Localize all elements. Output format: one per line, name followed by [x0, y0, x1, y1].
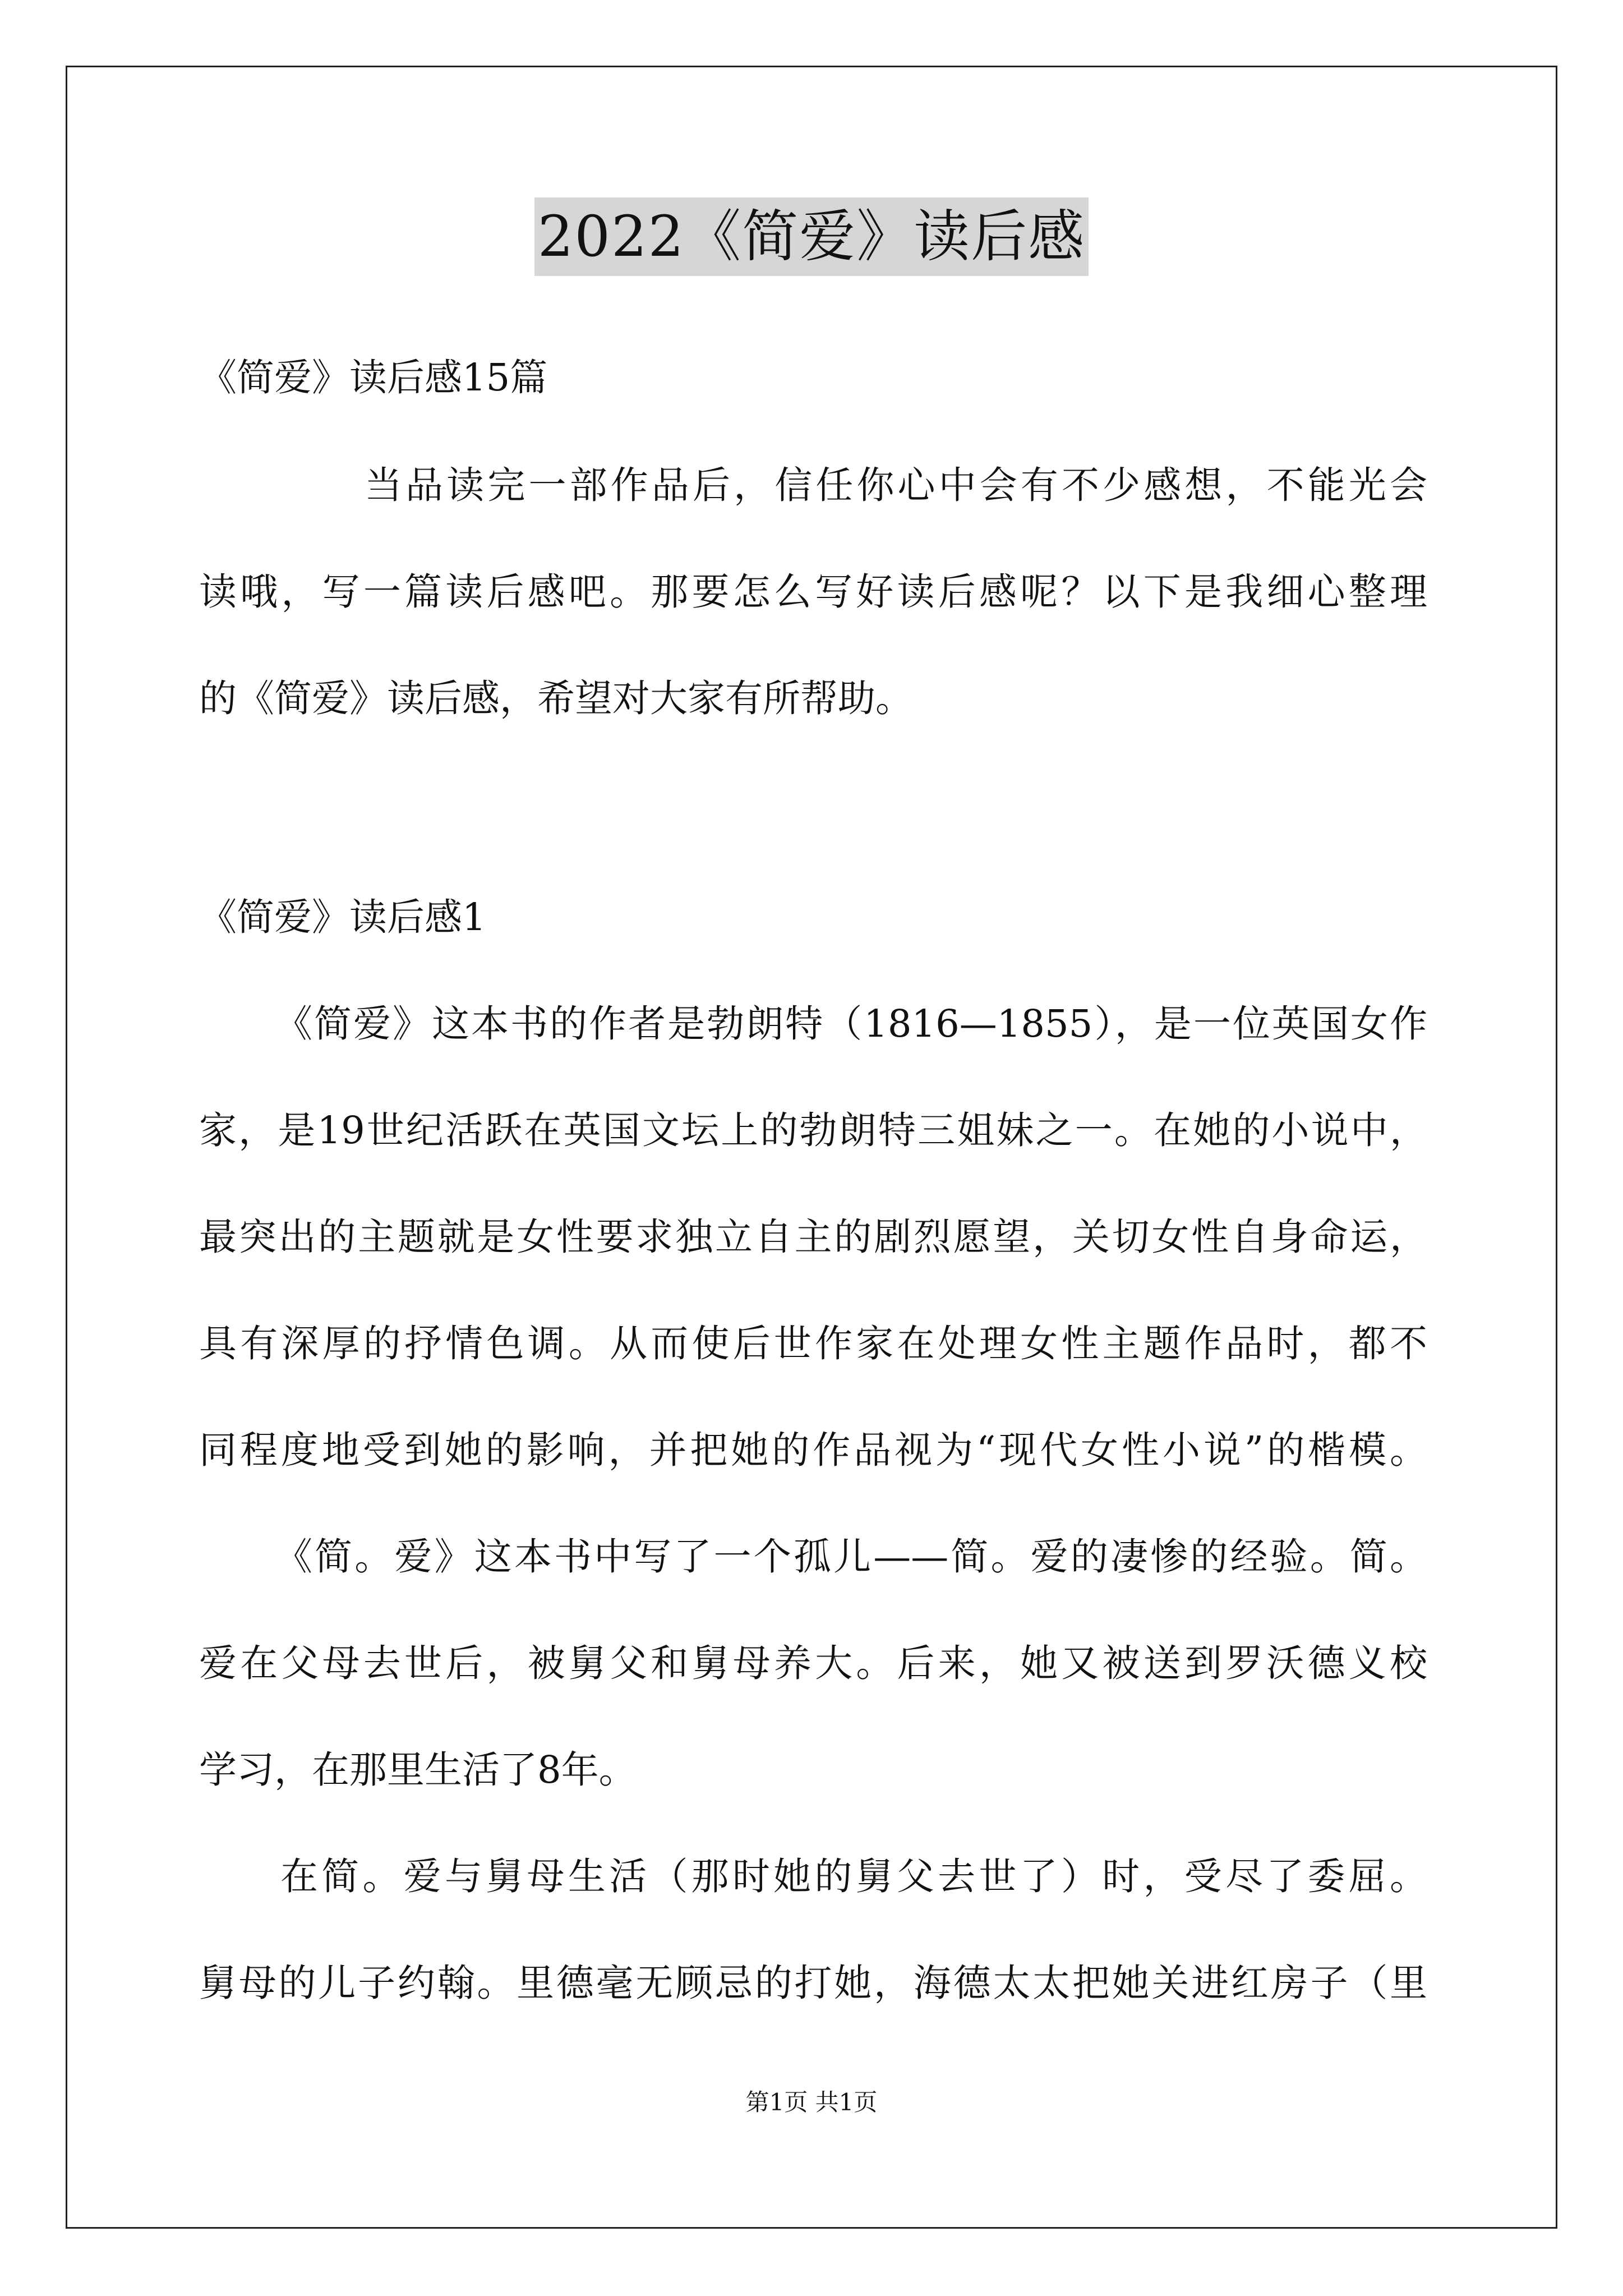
intro-line: 的《简爱》读后感，希望对大家有所帮助。 [199, 677, 913, 720]
document-subtitle: 《简爱》读后感15篇 [199, 356, 548, 399]
paragraph-line: 爱在父母去世后，被舅父和舅母养大。后来，她又被送到罗沃德义校 [199, 1641, 1427, 1685]
paragraph-line: 家，是19世纪活跃在英国文坛上的勃朗特三姐妹之一。在她的小说中， [199, 1108, 1427, 1152]
paragraph-line: 同程度地受到她的影响，并把她的作品视为“现代女性小说”的楷模。 [199, 1428, 1427, 1472]
paragraph-line: 学习，在那里生活了8年。 [199, 1748, 637, 1792]
title-container [0, 197, 1623, 276]
paragraph-line: 具有深厚的抒情色调。从而使后世作家在处理女性主题作品时，都不 [199, 1322, 1427, 1365]
section-heading: 《简爱》读后感1 [199, 895, 486, 939]
paragraph-line: 舅母的儿子约翰。里德毫无顾忌的打她，海德太太把她关进红房子（里 [199, 1961, 1427, 2005]
page-footer: 第1页 共1页 [745, 2088, 878, 2116]
paragraph-line: 在简。爱与舅母生活（那时她的舅父去世了）时，受尽了委屈。 [280, 1855, 1427, 1898]
document-title: 2022《简爱》读后感 [534, 197, 1089, 276]
paragraph-line: 《简。爱》这本书中写了一个孤儿——简。爱的凄惨的经验。简。 [275, 1535, 1427, 1579]
intro-line: 当品读完一部作品后，信任你心中会有不少感想，不能光会 [365, 463, 1427, 507]
paragraph-line: 《简爱》这本书的作者是勃朗特（1816—1855），是一位英国女作 [275, 1002, 1427, 1046]
intro-line: 读哦，写一篇读后感吧。那要怎么写好读后感呢？以下是我细心整理 [199, 570, 1427, 614]
paragraph-line: 最突出的主题就是女性要求独立自主的剧烈愿望，关切女性自身命运， [199, 1215, 1427, 1259]
